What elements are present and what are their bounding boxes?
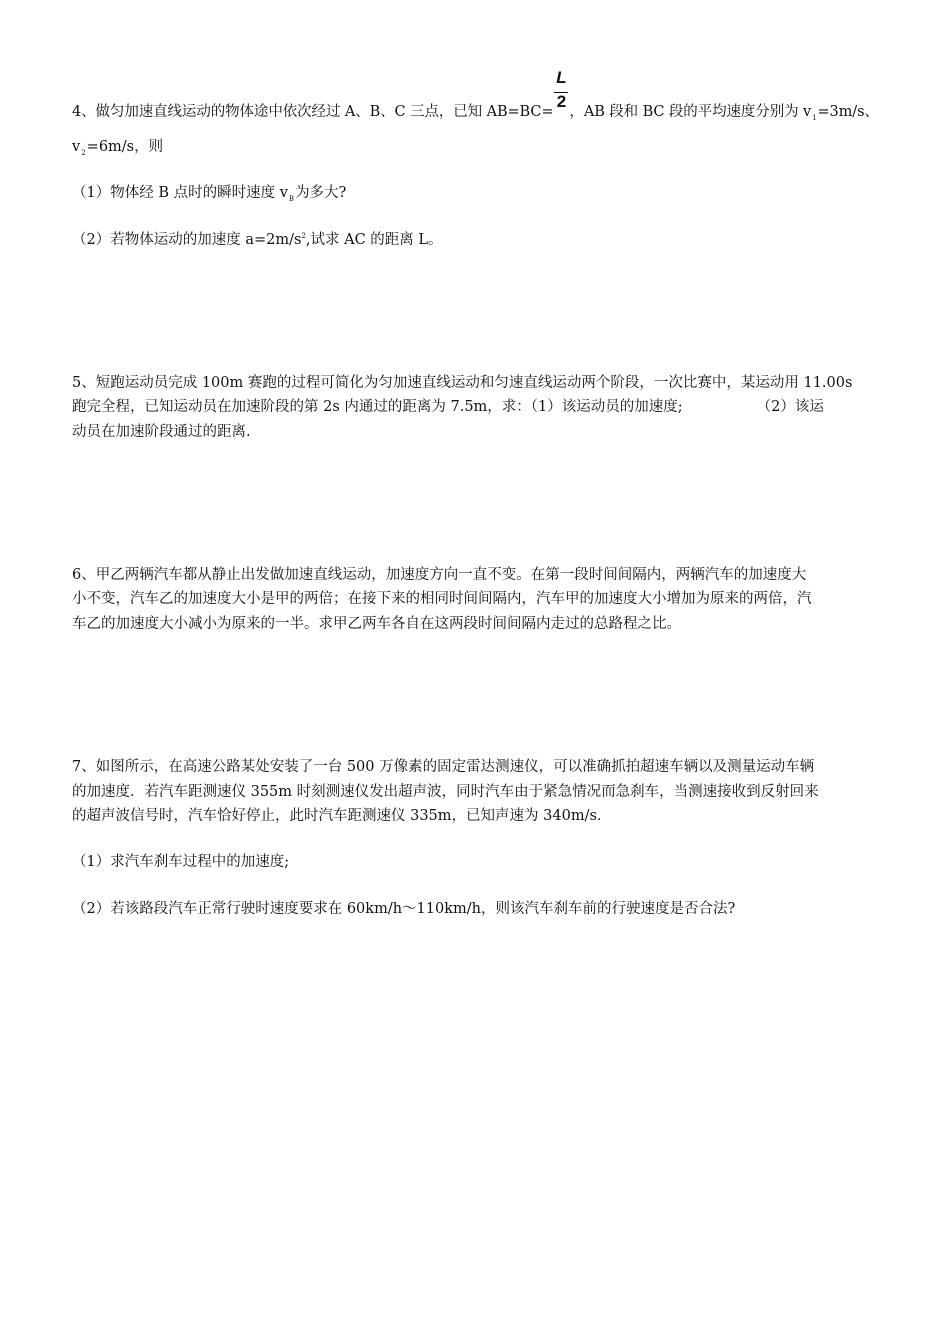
q4-text: ，AB 段和 BC 段的平均速度分别为 v: [569, 104, 812, 120]
q4-line-2: [72, 137, 163, 159]
q4-part-text: ,试求 AC 的距离 L。: [305, 232, 443, 248]
q7-line-1: 7、如图所示，在高速公路某处安装了一台 500 万像素的固定雷达测速仪，可以准确抓拍超速车辆以及测量运动车辆: [72, 759, 815, 775]
q4-part-1: [72, 183, 346, 205]
q4-text: =3m/s、: [817, 104, 879, 120]
q7-part-2: （2）若该路段汽车正常行驶时速度要求在 60km/h～110km/h，则该汽车刹车前的行驶速度是否合法?: [72, 901, 736, 917]
q7-part-1: （1）求汽车刹车过程中的加速度;: [72, 854, 290, 870]
q5-line-2: [72, 397, 824, 417]
q7-line-2: 的加速度．若汽车距测速仪 355m 时刻测速仪发出超声波，同时汽车由于紧急情况而急刹车，当测速接收到反射回来: [72, 784, 819, 800]
subscript: B: [288, 195, 295, 203]
subscript: 1: [812, 114, 817, 122]
subscript: 2: [81, 149, 86, 157]
q5-line-1: 5、短跑运动员完成 100m 赛跑的过程可简化为匀加速直线运动和匀速直线运动两个阶段，一次比赛中，某运动用 11.00s: [72, 375, 853, 391]
q5-line-3: 动员在加速阶段通过的距离.: [72, 424, 251, 440]
q4-line-1: [72, 68, 879, 124]
q6-line-3: 车乙的加速度大小减小为原来的一半。求甲乙两车各自在这两段时间间隔内走过的总路程之比。: [72, 616, 681, 632]
q4-part-text: （1）物体经 B 点时的瞬时速度 v: [72, 185, 288, 201]
q6-line-2: 小不变，汽车乙的加速度大小是甲的两倍；在接下来的相同时间间隔内，汽车甲的加速度大小增加为原来的两倍，汽: [72, 591, 812, 607]
fraction-numerator: L: [556, 68, 567, 87]
q4-part-text: 为多大?: [295, 185, 347, 201]
q4-text: 4、做匀加速直线运动的物体途中依次经过 A、B、C 三点，已知 AB=BC=: [72, 104, 554, 120]
fraction-denominator: 2: [556, 92, 567, 111]
q5-text: 跑完全程，已知运动员在加速阶段的第 2s 内通过的距离为 7.5m，求：（1）该运动员的加速度;: [72, 399, 683, 415]
q4-part-2: [72, 230, 443, 252]
q5-text: （2）该运: [756, 399, 824, 415]
q4-text: =6m/s，则: [86, 139, 164, 155]
q6-line-1: 6、甲乙两辆汽车都从静止出发做加速直线运动，加速度方向一直不变。在第一段时间间隔内，两辆汽车的加速度大: [72, 567, 807, 583]
q4-part-text: （2）若物体运动的加速度 a=2m/s: [72, 232, 302, 248]
q7-line-3: 的超声波信号时，汽车恰好停止，此时汽车距测速仪 335m，已知声速为 340m/s．: [72, 808, 612, 824]
q4-text: v: [72, 139, 81, 155]
fraction-l-over-2: [553, 68, 569, 122]
superscript: 2: [301, 232, 306, 240]
